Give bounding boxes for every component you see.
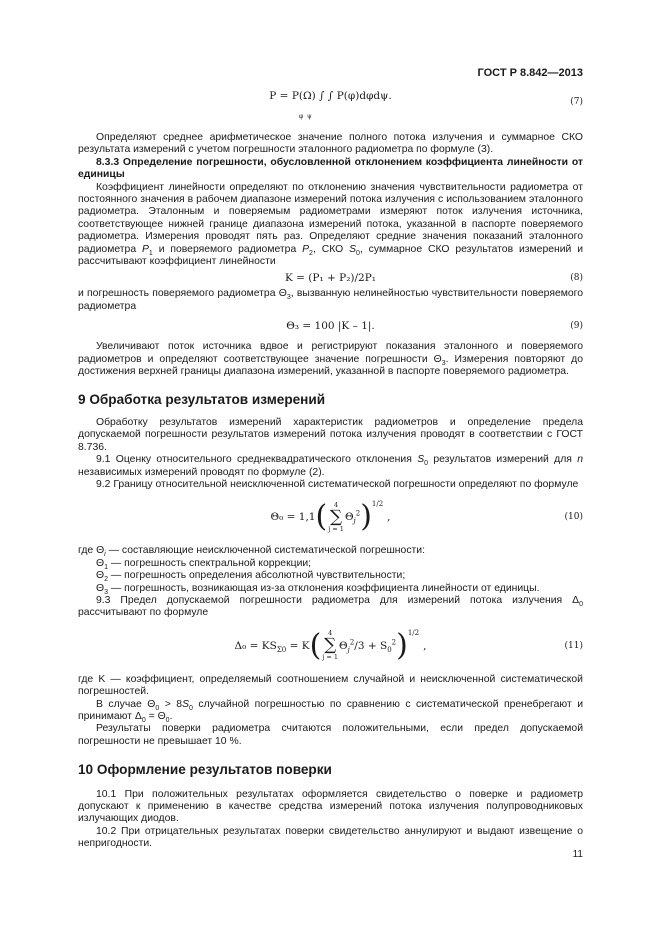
formula-10-sigma-symbol: ∑ xyxy=(330,506,343,527)
section-9-heading: 9 Обработка результатов измерений xyxy=(78,391,326,407)
paragraph-theta-sub4: 0 xyxy=(165,717,170,725)
document-standard-header: ГОСТ Р 8.842—2013 xyxy=(477,67,583,79)
paragraph-9-3-b: рассчитывают по формуле xyxy=(78,607,209,619)
paragraph-radiometer-error-a: и погрешность поверяемого радиометра Θ xyxy=(78,288,287,300)
formula-8 xyxy=(78,268,583,288)
formula-9 xyxy=(78,315,583,337)
formula-7 xyxy=(78,90,583,120)
paragraph-double-flux-b: . Измерения повторяют до достижения верхней границы диапазона измерений, указанной в паспорте поверяемого радиометра. xyxy=(78,353,583,378)
symbol-s0-sub: 0 xyxy=(356,249,360,257)
formula-11-term-sup: 2 xyxy=(349,638,355,647)
formula-11-tail: , xyxy=(423,639,427,652)
paragraph-9-1-symbol: S xyxy=(417,454,425,466)
paragraph-9-1-a: 9.1 Оценку относительного среднеквадратического отклонения xyxy=(96,454,418,466)
definition-theta-i xyxy=(78,545,583,557)
paragraph-theta-b: > 8 xyxy=(159,698,183,710)
definition-text: — составляющие неисключенной систематической погрешности: xyxy=(105,545,425,557)
formula-8-text: K = (P₁ + P₂)/2P₁ xyxy=(284,272,377,285)
formula-11-close-paren: ) xyxy=(396,627,408,663)
paragraph-double-flux-sub: 3 xyxy=(441,359,446,367)
paragraph-9-3 xyxy=(78,595,583,620)
formula-10-term-sub: j xyxy=(353,517,356,526)
definition-symbol: Θ xyxy=(96,582,105,594)
paragraph-9-1-sub: 0 xyxy=(424,460,429,468)
definition-text: — погрешность спектральной коррекции; xyxy=(108,557,312,569)
formula-10-term: Θ xyxy=(344,511,354,524)
formula-11-lhs-sub: Σ0 xyxy=(276,645,287,654)
symbol-s0: S xyxy=(349,243,357,255)
paragraph-10-1: 10.1 При положительных результатах оформляется свидетельство о поверке и радиометр допускают к применению в качестве средства измерений потока излучения полупроводниковых излучающих диодов. xyxy=(78,788,583,825)
formula-7-limits: φ ψ xyxy=(299,113,312,120)
formula-10-sum-bottom: j = 1 xyxy=(328,524,344,533)
formula-10-close-paren: ) xyxy=(360,499,372,535)
formula-7-text: P = P(Ω) ∫ ∫ P(φ)dφdψ. xyxy=(269,90,392,102)
paragraph-9-3-sub: 0 xyxy=(579,601,583,609)
formula-10-term-sup: 2 xyxy=(355,509,361,518)
paragraph-theta-e: . xyxy=(169,711,173,722)
paragraph-mean-flux: Определяют среднее арифметическое значение полного потока излучения и суммарное СКО результата измерений с учетом погрешности эталонного радиометра по формуле (3). xyxy=(78,132,583,156)
paragraph-k-definition: где K — коэффициент, определяемый соотношением случайной и неисключенной систематической погрешностей. xyxy=(78,673,583,698)
formula-9-text: Θ₃ = 100 |K – 1|. xyxy=(286,320,375,333)
formula-11-sum-top: 4 xyxy=(328,629,333,638)
paragraph-linearity-mid: и поверяемого радиометра xyxy=(152,243,303,255)
paragraph-9-1 xyxy=(78,454,583,479)
section-8-3-3-heading: 8.3.3 Определение погрешности, обусловленной отклонением коэффициента линейности от единицы xyxy=(78,156,583,181)
definition-symbol: Θ xyxy=(96,545,105,557)
formula-10 xyxy=(78,491,583,543)
symbol-p2: P xyxy=(302,243,310,255)
formula-10-open-paren: ( xyxy=(315,499,328,535)
paragraph-radiometer-error xyxy=(78,288,583,313)
formula-11-lhs: Δ₀ = KS xyxy=(234,639,277,652)
definition-sub: 3 xyxy=(104,588,108,596)
paragraph-linearity-text: Коэффициент линейности определяют по отклонению значения чувствительности радиометра от постоянного значения в рабочем диапазоне измерений потока излучения с использованием эталонного радиометра. Эталонным и поверяемым радиометрами измеряют поток излучения источника, соответствующее нижней границе диапазона измерений потока, указанной в паспорте поверяемого радиометра. Измерения проводят пять раз. Определяют средние значения показаний эталонного радиометра xyxy=(78,181,583,255)
paragraph-double-flux xyxy=(78,341,583,378)
paragraph-9-1-b: результатов измерений для xyxy=(428,454,578,466)
definition-symbol: Θ xyxy=(96,557,105,569)
formula-11-term-sub: j xyxy=(347,645,350,654)
paragraph-linearity-mid2: , СКО xyxy=(312,243,350,255)
paragraph-theta-sub3: 0 xyxy=(141,717,146,725)
definition-text: — погрешность определения абсолютной чувствительности; xyxy=(108,570,406,582)
formula-11-term2-sub: 0 xyxy=(387,645,392,654)
paragraph-9-3-a: 9.3 Предел допускаемой погрешности радиометра для измерений потока излучения Δ xyxy=(96,594,580,606)
formula-10-tail: , xyxy=(387,511,391,524)
paragraph-linearity-end: , суммарное СКО результатов измерений и рассчитывают коэффициент линейности xyxy=(78,243,584,268)
formula-8-number: (8) xyxy=(570,273,583,284)
section-10-heading: 10 Оформление результатов поверки xyxy=(78,762,332,778)
paragraph-radiometer-error-sub: 3 xyxy=(286,294,291,302)
paragraph-theta-condition xyxy=(78,699,583,724)
paragraph-positive-results: Результаты поверки радиометра считаются положительными, если предел допускаемой погрешности не превышает 10 %. xyxy=(78,723,583,747)
paragraph-9-2: 9.2 Границу относительной неисключенной систематической погрешности определяют по формуле xyxy=(96,478,579,490)
paragraph-theta-sub1: 0 xyxy=(155,704,160,712)
paragraph-9-1-c: независимых измерений проводят по формуле (2). xyxy=(78,466,325,478)
formula-10-sum xyxy=(328,502,344,533)
paragraph-linearity-coefficient xyxy=(78,182,583,269)
formula-11-sum xyxy=(322,630,338,661)
formula-9-number: (9) xyxy=(570,321,583,332)
formula-10-number: (10) xyxy=(564,512,583,523)
paragraph-10-2: 10.2 При отрицательных результатах поверки свидетельство аннулируют и выдают извещение о непригодности. xyxy=(78,825,583,850)
formula-11-power: 1/2 xyxy=(407,628,420,637)
definition-theta-1 xyxy=(78,558,583,570)
definition-sub: 1 xyxy=(104,563,108,571)
page-number: 11 xyxy=(572,849,583,860)
formula-7-number: (7) xyxy=(570,96,583,107)
page-content xyxy=(78,88,583,851)
formula-11 xyxy=(78,620,583,672)
paragraph-theta-c: случайной погрешностью по сравнению с систематической пренебрегают и принимают Δ xyxy=(78,698,583,722)
definitions-list xyxy=(78,545,583,595)
definition-prefix: где xyxy=(78,545,97,557)
formula-11-term: Θ xyxy=(339,639,348,652)
symbol-p2-sub: 2 xyxy=(309,249,313,257)
paragraph-radiometer-error-b: , вызванную нелинейностью чувствительности поверяемого радиометра xyxy=(78,288,584,312)
formula-11-mid: = K xyxy=(286,639,310,652)
paragraph-double-flux-a: Увеличивают поток источника вдвое и регистрируют показания эталонного и поверяемого радиометров и определяют соответствующее значение погрешности Θ xyxy=(78,341,583,365)
definition-sub: 2 xyxy=(104,576,108,584)
paragraph-theta-d: = Θ xyxy=(145,711,166,722)
formula-11-number: (11) xyxy=(564,640,583,651)
symbol-p1: P xyxy=(141,243,149,255)
definition-sub: i xyxy=(104,551,106,559)
paragraph-theta-a: В случае Θ xyxy=(96,698,156,710)
paragraph-theta-sub2: 0 xyxy=(189,704,193,712)
symbol-p1-sub: 1 xyxy=(148,249,153,257)
formula-11-term2-sup: 2 xyxy=(391,638,397,647)
formula-11-term2: /3 + S xyxy=(354,639,388,652)
formula-10-power: 1/2 xyxy=(371,500,384,509)
paragraph-processing: Обработку результатов измерений характеристик радиометров и определение предела допускаемой погрешности результатов измерений потока излучения проводят в соответствии с ГОСТ 8.736. xyxy=(78,416,583,453)
paragraph-theta-symbol: S xyxy=(182,698,190,710)
definition-symbol: Θ xyxy=(96,570,105,582)
paragraph-9-1-n: n xyxy=(577,454,584,466)
formula-10-sum-top: 4 xyxy=(334,500,339,509)
formula-11-sigma-symbol: ∑ xyxy=(324,635,337,656)
definition-text: — погрешность, возникающая из-за отклонения коэффициента линейности от единицы. xyxy=(108,582,540,594)
formula-10-lhs: Θ₀ = 1,1 xyxy=(270,511,316,524)
formula-11-open-paren: ( xyxy=(309,627,322,663)
formula-11-sum-bottom: j = 1 xyxy=(322,653,339,662)
definition-theta-2 xyxy=(78,570,583,582)
definition-theta-3 xyxy=(78,583,583,595)
